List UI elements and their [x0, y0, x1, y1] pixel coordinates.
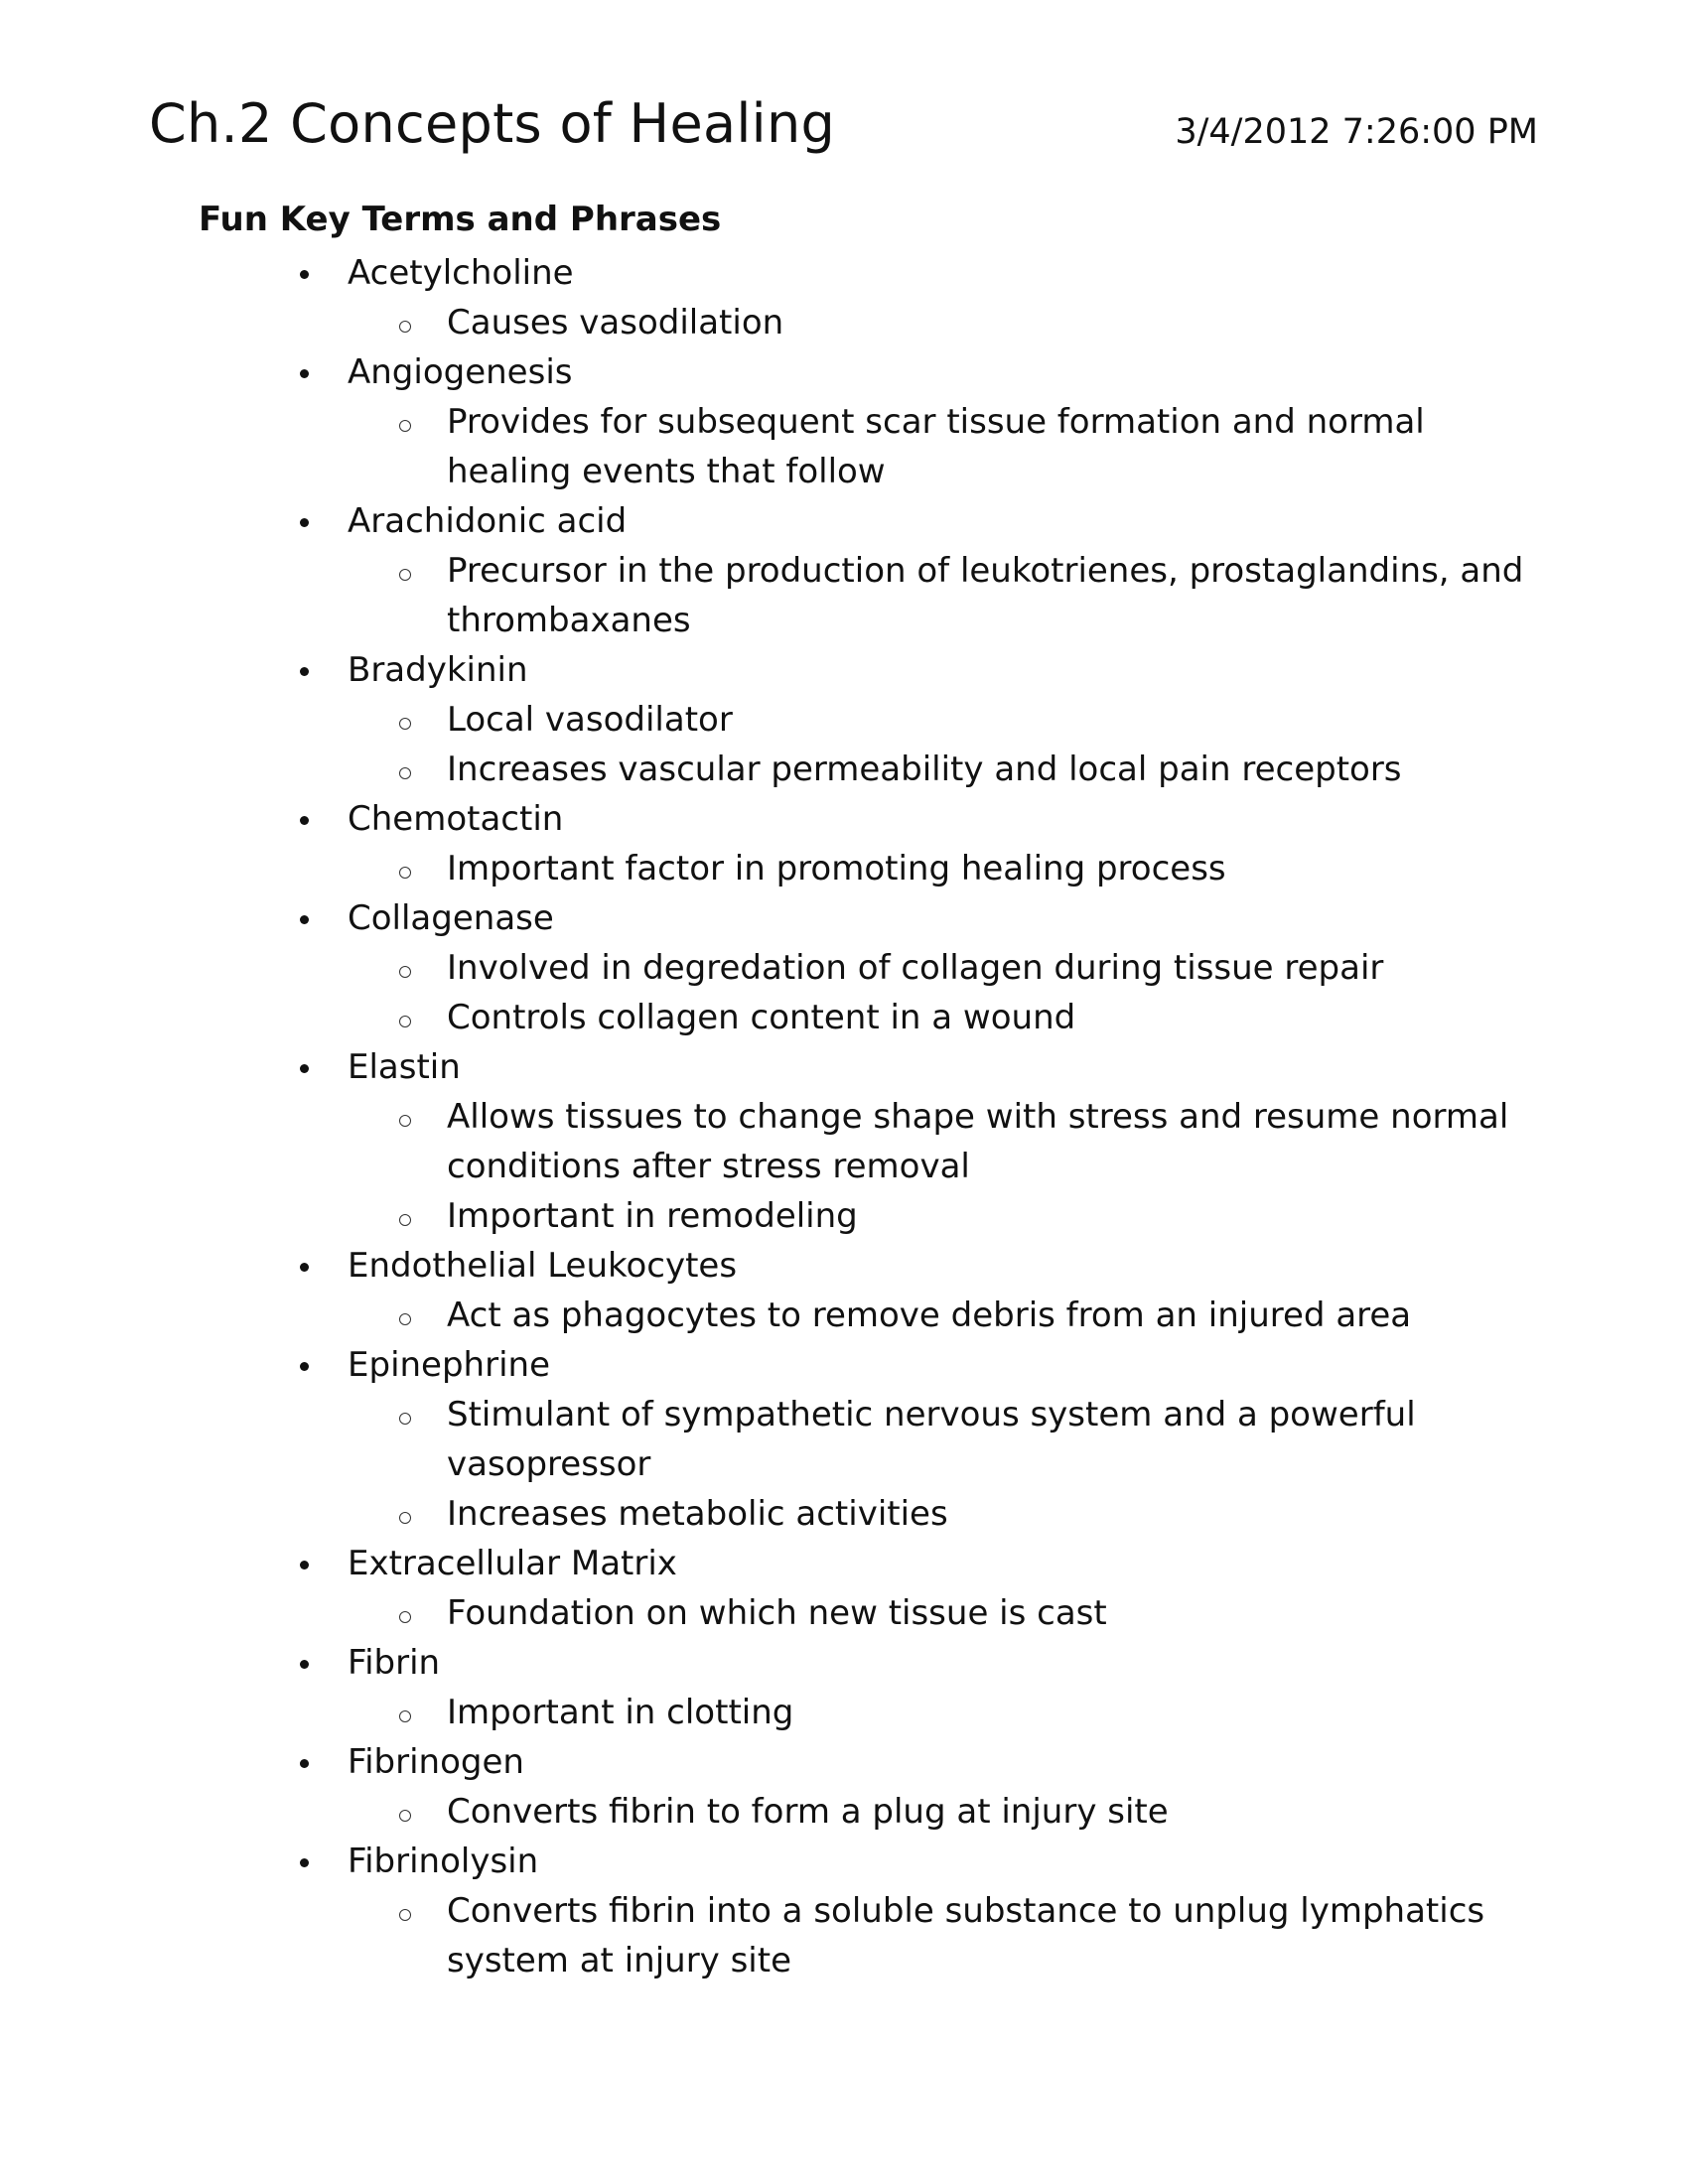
bullet-icon: [300, 1064, 309, 1073]
term-note: Important factor in promoting healing process: [0, 844, 1688, 893]
timestamp: 3/4/2012 7:26:00 PM: [1175, 112, 1538, 152]
term-list: [0, 248, 1688, 1985]
term-item-chemotactin: [0, 794, 1688, 893]
term-note: Converts fibrin into a soluble substance to unplug lymphatics system at injury site: [0, 1886, 1688, 1985]
term-label: Fibrinogen: [348, 1742, 524, 1782]
term-note: Local vasodilator: [0, 695, 1688, 745]
term-note: Important in clotting: [0, 1688, 1688, 1737]
term-label: Angiogenesis: [348, 352, 573, 392]
term-item-fibrinolysin: [0, 1837, 1688, 1985]
term-label: Extracellular Matrix: [348, 1544, 677, 1583]
hollow-bullet-icon: [399, 420, 411, 432]
hollow-bullet-icon: [399, 1710, 411, 1722]
term-item-extracellular-matrix: [0, 1539, 1688, 1638]
page-title: Ch.2 Concepts of Healing: [149, 92, 836, 155]
hollow-bullet-icon: [399, 1413, 411, 1425]
bullet-icon: [300, 518, 309, 527]
bullet-icon: [300, 816, 309, 825]
term-item-elastin: [0, 1042, 1688, 1241]
term-item-epinephrine: [0, 1340, 1688, 1539]
term-label: Collagenase: [348, 898, 554, 938]
bullet-icon: [300, 1561, 309, 1570]
hollow-bullet-icon: [399, 1512, 411, 1524]
term-note: Foundation on which new tissue is cast: [0, 1588, 1688, 1638]
term-note: Important in remodeling: [0, 1191, 1688, 1241]
bullet-icon: [300, 667, 309, 676]
hollow-bullet-icon: [399, 321, 411, 333]
term-note: Increases vascular permeability and local pain receptors: [0, 745, 1688, 794]
bullet-icon: [300, 369, 309, 378]
term-item-collagenase: [0, 893, 1688, 1042]
term-note: Converts fibrin to form a plug at injury site: [0, 1787, 1688, 1837]
term-item-fibrin: [0, 1638, 1688, 1737]
term-item-endothelial-leukocytes: [0, 1241, 1688, 1340]
hollow-bullet-icon: [399, 1909, 411, 1921]
term-item-bradykinin: [0, 645, 1688, 794]
hollow-bullet-icon: [399, 1810, 411, 1822]
term-label: Elastin: [348, 1047, 461, 1087]
term-note: Provides for subsequent scar tissue formation and normal healing events that follow: [0, 397, 1688, 496]
term-note: Controls collagen content in a wound: [0, 993, 1688, 1042]
hollow-bullet-icon: [399, 867, 411, 879]
hollow-bullet-icon: [399, 1611, 411, 1623]
hollow-bullet-icon: [399, 1313, 411, 1325]
bullet-icon: [300, 1263, 309, 1272]
hollow-bullet-icon: [399, 966, 411, 978]
term-label: Arachidonic acid: [348, 501, 628, 541]
term-label: Epinephrine: [348, 1345, 550, 1385]
hollow-bullet-icon: [399, 767, 411, 779]
hollow-bullet-icon: [399, 1214, 411, 1226]
term-item-angiogenesis: [0, 347, 1688, 496]
term-item-arachidonic-acid: [0, 496, 1688, 645]
term-note: Increases metabolic activities: [0, 1489, 1688, 1539]
term-label: Bradykinin: [348, 650, 528, 690]
term-note: Precursor in the production of leukotrienes, prostaglandins, and thrombaxanes: [0, 546, 1688, 645]
term-label: Acetylcholine: [348, 253, 574, 293]
term-item-acetylcholine: [0, 248, 1688, 347]
term-note: Allows tissues to change shape with stress and resume normal conditions after stress removal: [0, 1092, 1688, 1191]
hollow-bullet-icon: [399, 1115, 411, 1127]
term-label: Fibrinolysin: [348, 1842, 539, 1881]
term-label: Chemotactin: [348, 799, 564, 839]
term-note: Involved in degredation of collagen during tissue repair: [0, 943, 1688, 993]
term-note: Stimulant of sympathetic nervous system and a powerful vasopressor: [0, 1390, 1688, 1489]
section-heading: Fun Key Terms and Phrases: [199, 200, 722, 239]
bullet-icon: [300, 270, 309, 279]
term-label: Fibrin: [348, 1643, 441, 1683]
term-item-fibrinogen: [0, 1737, 1688, 1837]
term-note: Act as phagocytes to remove debris from an injured area: [0, 1291, 1688, 1340]
hollow-bullet-icon: [399, 1016, 411, 1027]
bullet-icon: [300, 1362, 309, 1371]
bullet-icon: [300, 1660, 309, 1669]
term-label: Endothelial Leukocytes: [348, 1246, 738, 1286]
bullet-icon: [300, 1759, 309, 1768]
bullet-icon: [300, 915, 309, 924]
bullet-icon: [300, 1858, 309, 1867]
term-note: Causes vasodilation: [0, 298, 1688, 347]
hollow-bullet-icon: [399, 718, 411, 730]
hollow-bullet-icon: [399, 569, 411, 581]
